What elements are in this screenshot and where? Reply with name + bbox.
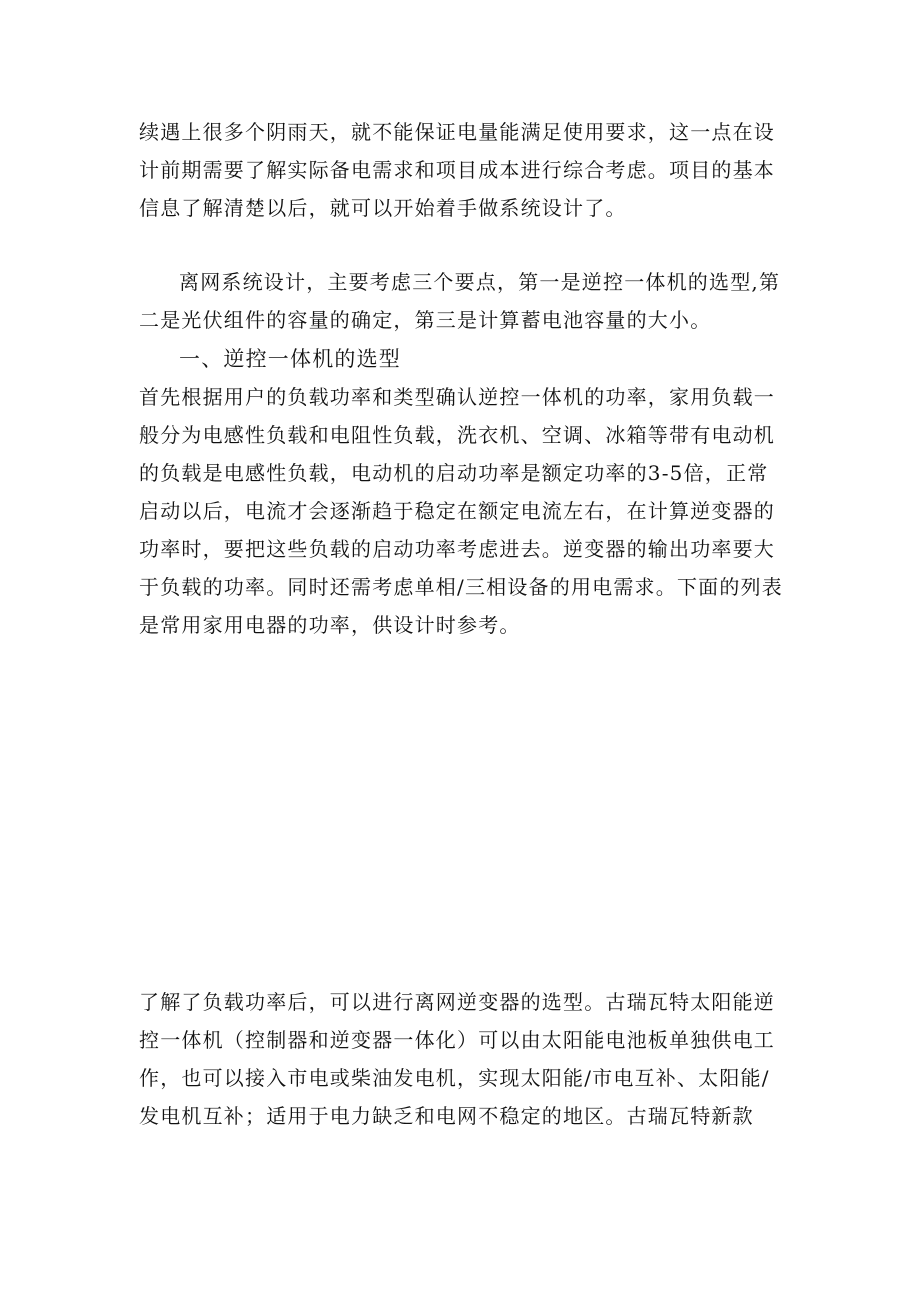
paragraph-load-power: 首先根据用户的负载功率和类型确认逆控一体机的功率，家用负载一般分为电感性负载和电阻性负载，洗衣机、空调、冰箱等带有电动机的负载是电感性负载，电动机的启动功率是额定功率的3-5倍，正常启动以后，电流才会逐渐趋于稳定在额定电流左右，在计算逆变器的功率时，要把这些负载的启动功率考虑进去。逆变器的输出功率要大于负载的功率。同时还需考虑单相/三相设备的用电需求。下面的列表是常用家用电器的功率，供设计时参考。 bbox=[139, 385, 783, 637]
paragraph-battery-backup: 续遇上很多个阴雨天，就不能保证电量能满足使用要求，这一点在设计前期需要了解实际备电需求和项目成本进行综合考虑。项目的基本信息了解清楚以后，就可以开始着手做系统设计了。 bbox=[139, 120, 775, 220]
section-heading-inverter-selection: 一、逆控一体机的选型 bbox=[179, 347, 401, 371]
paragraph-design-points: 离网系统设计，主要考虑三个要点，第一是逆控一体机的选型,第二是光伏组件的容量的确定，第三是计算蓄电池容量的大小。 bbox=[139, 270, 781, 332]
paragraph-inverter-model: 了解了负载功率后，可以进行离网逆变器的选型。古瑞瓦特太阳能逆控一体机（控制器和逆变器一体化）可以由太阳能电池板单独供电工作，也可以接入市电或柴油发电机，实现太阳能/市电互补、太阳能/发电机互补；适用于电力缺乏和电网不稳定的地区。古瑞瓦特新款 bbox=[139, 990, 775, 1128]
